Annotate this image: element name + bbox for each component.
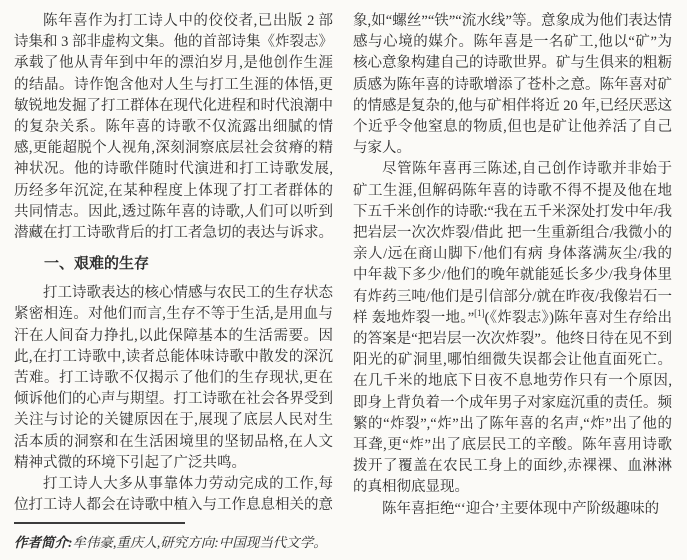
paragraph-refusal: 陈年喜拒绝“‘迎合’主要体现中产阶级趣味的 — [382, 500, 660, 517]
right-column — [353, 11, 672, 550]
paragraph-survival: 打工诗歌表达的核心情感与农民工的生存状态紧密相连。对他们而言,生存不等于生活,是用血与汗在人间奋力挣扎,以此保障基本的生活需要。因此,在打工诗歌中,读者总能体味诗歌中散发的深沉苦难。打工诗歌不仅揭示了他们的生存现状,更在倾诉他们的心声与期望。打工诗歌在社会各界受到关注与讨论的关键原因在于,展现了底层人民对生活本质的洞察和在生活困境里的坚韧品格,在人文精神式微的环境下引起了广泛共鸣。 — [14, 285, 333, 471]
mine-poem-text-after: (《炸裂志》)陈年喜对生存给出的答案是“把岩层一次次炸裂”。他终日待在见不到阳光的矿洞里,哪怕细微失误都会让他直面死亡。在几千米的地底下日夜不息地劳作只有一个原因,即身上背负着一个成年男子对家庭沉重的责任。频繁的“炸裂”,“炸”出了陈年喜的名声,“炸”出了他的耳聋,更“炸”出了底层民工的辛酸。陈年喜用诗歌拨开了覆盖在农民工身上的面纱,赤裸裸、血淋淋的真相彻底显现。 — [353, 309, 672, 496]
left-column — [14, 11, 333, 550]
paragraph-intro: 陈年喜作为打工诗人中的佼佼者,已出版 2 部诗集和 3 部非虚构文集。他的首部诗集《炸裂志》承载了他从青年到中年的漂泊岁月,是他创作生涯的结晶。诗作饱含他对人生与打工生涯的体悟,更敏锐地发掘了打工群体在现代化进程和时代浪潮中的复杂关系。陈年喜的诗歌不仅流露出细腻的情感,更能超脱个人视角,深刻洞察底层社会贫瘠的精神状况。他的诗歌伴随时代演进和打工诗歌发展,历经多年沉淀,在某种程度上体现了打工者群体的共同情志。因此,透过陈年喜的诗歌,人们可以听到潜藏在打工诗歌背后的打工者急切的表达与诉求。 — [14, 13, 333, 242]
author-bio-label: 作者简介: — [14, 535, 73, 551]
author-bio-text: 牟伟豪,重庆人,研究方向:中国现当代文学。 — [72, 535, 327, 551]
citation-ref: [1] — [474, 308, 485, 319]
mine-poem-text: 尽管陈年喜再三陈述,自己创作诗歌并非始于矿工生涯,但解码陈年喜的诗歌不得不提及他在地下五千米创作的诗歌:“我在五千米深处打发中年/我把岩层一次次炸裂/借此 把一生重新组合/我微小的亲人/远在商山脚下/他们有病 身体落满灰尘/我的中年裁下多少/他们的晚年就能延长多少/我身体里有炸药三吨/他们是引信部分/就在昨夜/我像岩石一样 轰地炸裂一地。” — [353, 161, 672, 326]
paragraph-labor-continued: 象,如“螺丝”“铁”“流水线”等。意象成为他们表达情感与心境的媒介。陈年喜是一名矿工,他以“矿”为核心意象构建自己的诗歌世界。矿与生俱来的粗粝质感为陈年喜的诗歌增添了苍朴之意。陈年喜对矿的情感是复杂的,他与矿相伴将近 20 年,已经厌恶这个近乎令他窒息的物质,但也是矿让他养活了自己与家人。 — [353, 13, 672, 157]
author-bio — [14, 533, 333, 552]
paragraph-mine-poem — [353, 159, 672, 498]
paragraph-labor-start: 打工诗人大多从事靠体力劳动完成的工作,每位打工诗人都会在诗歌中植入与工作息息相关的意 — [14, 476, 333, 514]
footnote-divider — [14, 522, 185, 524]
footnote — [14, 516, 333, 552]
section-heading: 一、艰难的生存 — [44, 255, 150, 273]
